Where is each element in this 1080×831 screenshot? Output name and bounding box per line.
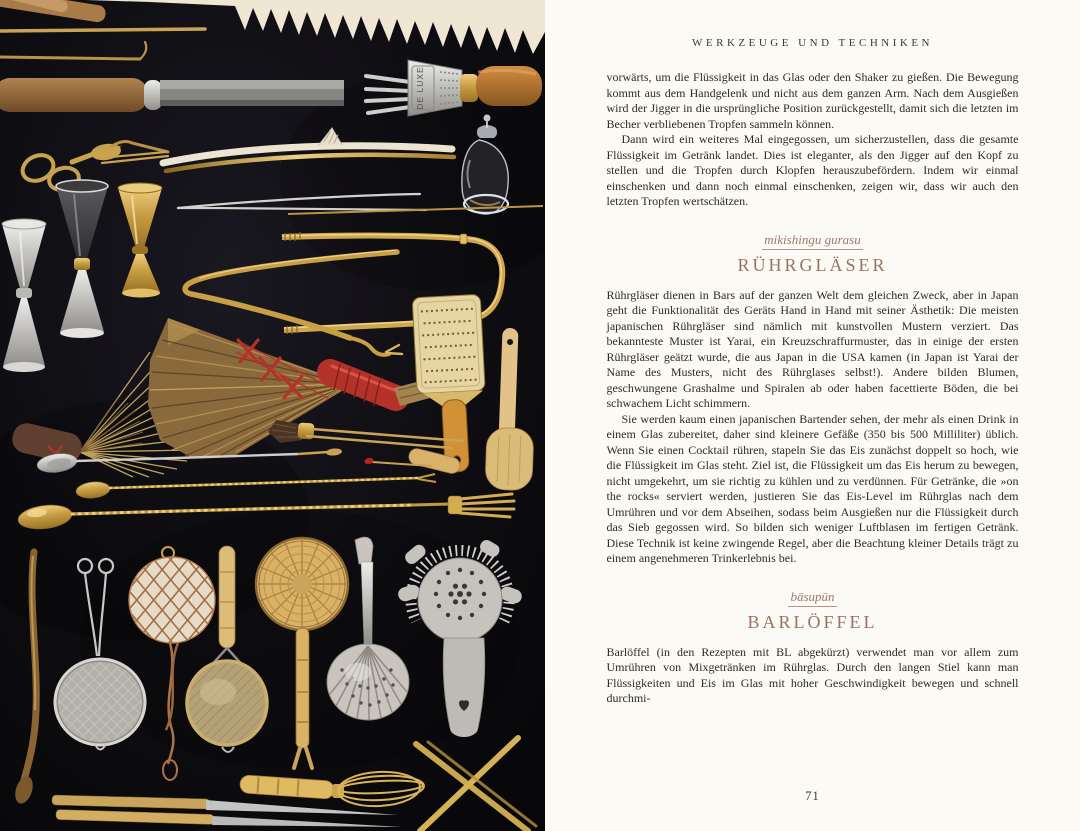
section-kicker: bāsupūn: [788, 589, 836, 608]
section-heading: [607, 589, 1019, 631]
paragraph: Barlöffel (in den Rezepten mit BL abgekürzt) verwendet man vor allem zum Umrühren von Mixgetränken im Rührglas. Durch den langen Stiel kann man Flüssigkeiten und Eis im Glas mit hoher Geschwindigkeit bewegen und schnell durchmi-: [606, 644, 1019, 705]
paragraph: Sie werden kaum einen japanischen Bartender sehen, der mehr als einen Drink in einem Glas zubereitet, daher sind kleinere Gefäße (350 bis 500 Milliliter) üblich. Wenn Sie einen Cocktail rühren, stapeln Sie das Eis zunächst doppelt so hoch, wie die Flüssigkeit im Glas steht. Ziel ist, die Flüssigkeit um das Eis herum zu bewegen, nicht umgekehrt, um sie richtig zu kühlen und zu verdünnen. Für Getränke, die »on the rocks« serviert werden, justieren Sie das Eis-Level im Rührglas nach dem Umrühren und vor dem Abseihen, sodass beim Ausgießen nur die Flüssigkeit durch das Sieb gegossen wird. So bilden sich weniger Luftblasen im fertigen Getränk. Diese Technik ist keine zwingende Regel, aber die Beachtung kleiner Details trägt zu einem angenehmeren Trinkerlebnis bei.: [606, 411, 1019, 565]
page-number: 71: [805, 789, 820, 803]
section-title: RÜHRGLÄSER: [737, 255, 888, 275]
shaver-brand-text: DE LUXE: [415, 66, 425, 110]
paragraph: vorwärts, um die Flüssigkeit in das Glas oder den Shaker zu gießen. Die Bewegung kommt aus dem Handgelenk und nicht aus dem ganzen Arm. Nach dem Ausgießen wird der Jigger in die ursprüngliche Position zurückgestellt, damit sich die letzten im Becher verbliebenen Tropfen sammeln können.: [606, 70, 1019, 131]
paragraph: Dann wird ein weiteres Mal eingegossen, um sicherzustellen, dass die gesamte Flüssigkeit im Getränk landet. Dies ist eleganter, als den Jigger auf den Kopf zu stellen und die Tropfen durch Klopfen herauszubefördern. Indem wir einmal einschenken und dann noch einmal einschenken, zeigen wir, dass wir auch den letzten Tropfen wertschätzen.: [606, 132, 1019, 208]
running-head: WERKZEUGE UND TECHNIKEN: [692, 37, 933, 49]
text-column: [607, 70, 1019, 707]
section-heading: [607, 232, 1019, 274]
paragraph: Rührgläser dienen in Bars auf der ganzen Welt dem gleichen Zweck, aber in Japan geht die Funktionalität des Geräts Hand in Hand mit seiner Ästhetik: Die meisten japanischen Rührgläser sind nämlich mit kunstvollen Mustern verziert. Das bekannteste Muster ist Yarai, ein Kreuzschraffurmuster, das in einige der ersten Rührgläser geätzt wurde, die aus Japan in die USA kamen (in Japan ist Yarai der Name des Musters, nicht des Rührglases selbst!). Andere bilden Blumen, geschwungene Grashalme und Spiralen ab oder haben facettierte Böden, die bei schwachem Licht schimmern.: [606, 287, 1019, 410]
section-title: BARLÖFFEL: [747, 612, 878, 632]
text-page: [545, 0, 1080, 831]
section-kicker: mikishingu gurasu: [762, 232, 862, 251]
